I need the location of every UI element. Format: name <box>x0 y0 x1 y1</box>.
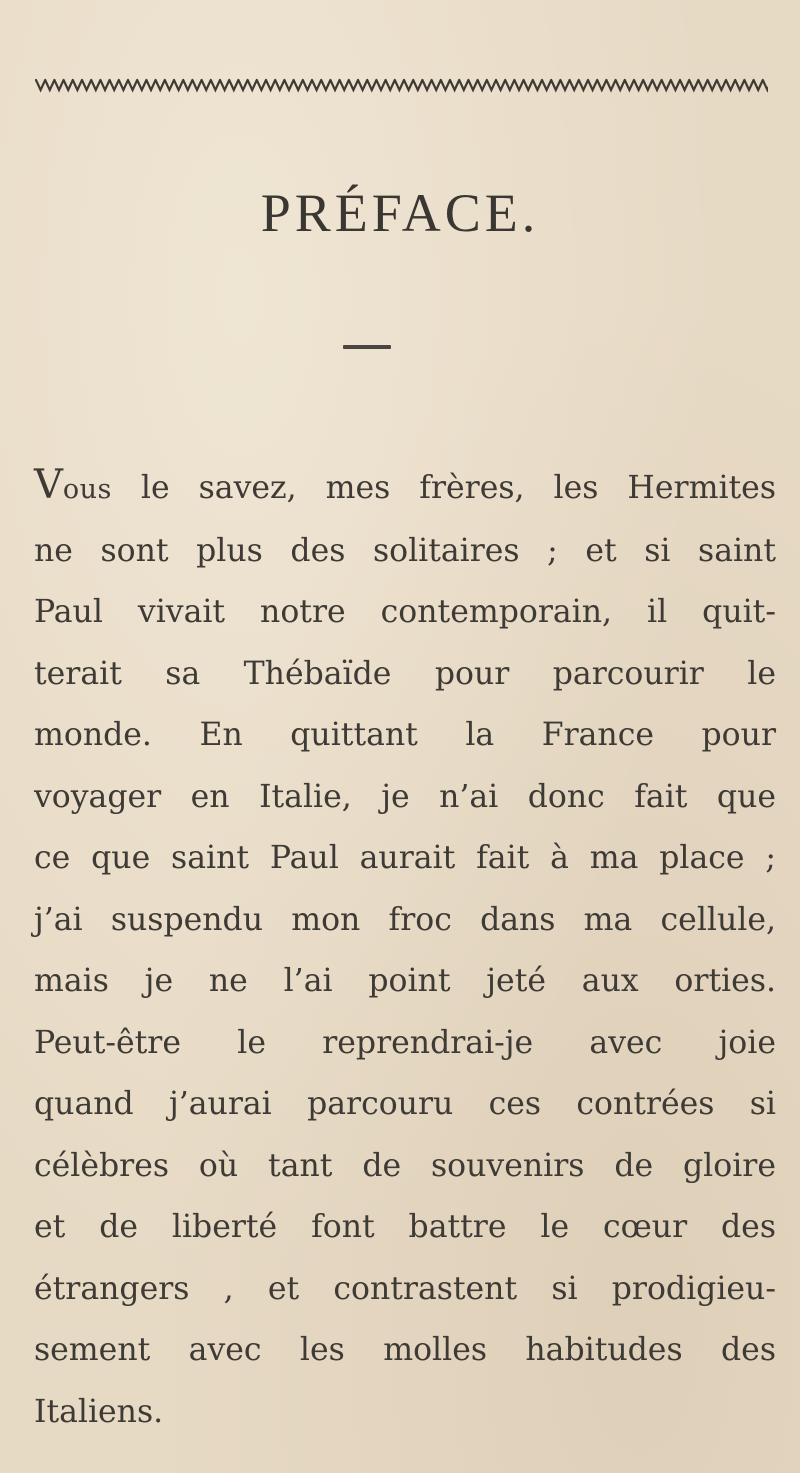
text-line: voyager en Italie, je n’ai donc fait que <box>34 778 776 815</box>
text-line: sement avec les molles habitudes des <box>34 1332 776 1368</box>
preface-paragraph <box>34 458 776 1443</box>
title-divider <box>343 345 391 349</box>
page-title: PRÉFACE. <box>260 183 540 243</box>
text-line: Peut-être le reprendrai-je avec joie <box>34 1024 776 1061</box>
text-line: et de liberté font battre le cœur des <box>34 1209 776 1245</box>
text-line: Italiens. <box>34 1393 164 1430</box>
drop-initial: V <box>34 462 63 508</box>
text-line: mais je ne l’ai point jeté aux orties. <box>34 963 776 999</box>
text-line: étrangers , et contrastent si prodigieu- <box>34 1270 776 1307</box>
text-line: célèbres où tant de souvenirs de gloire <box>34 1147 776 1184</box>
text-line: j’ai suspendu mon froc dans ma cellule, <box>34 901 776 938</box>
text-line <box>34 458 776 521</box>
text-line: ne sont plus des solitaires ; et si saint <box>34 532 776 569</box>
ornament-chain <box>36 80 768 90</box>
text-line-content: le savez, mes frères, les Hermites <box>111 470 776 506</box>
text-line: ce que saint Paul aurait fait à ma place ; <box>34 840 776 876</box>
decorative-rule-ornament <box>34 76 768 94</box>
text-line: terait sa Thébaïde pour parcourir le <box>34 655 776 692</box>
initial-rest: ous <box>62 474 112 505</box>
text-line: quand j’aurai parcouru ces contrées si <box>34 1086 776 1122</box>
text-line: monde. En quittant la France pour <box>34 717 776 753</box>
text-line: Paul vivait notre contemporain, il quit- <box>34 594 776 630</box>
